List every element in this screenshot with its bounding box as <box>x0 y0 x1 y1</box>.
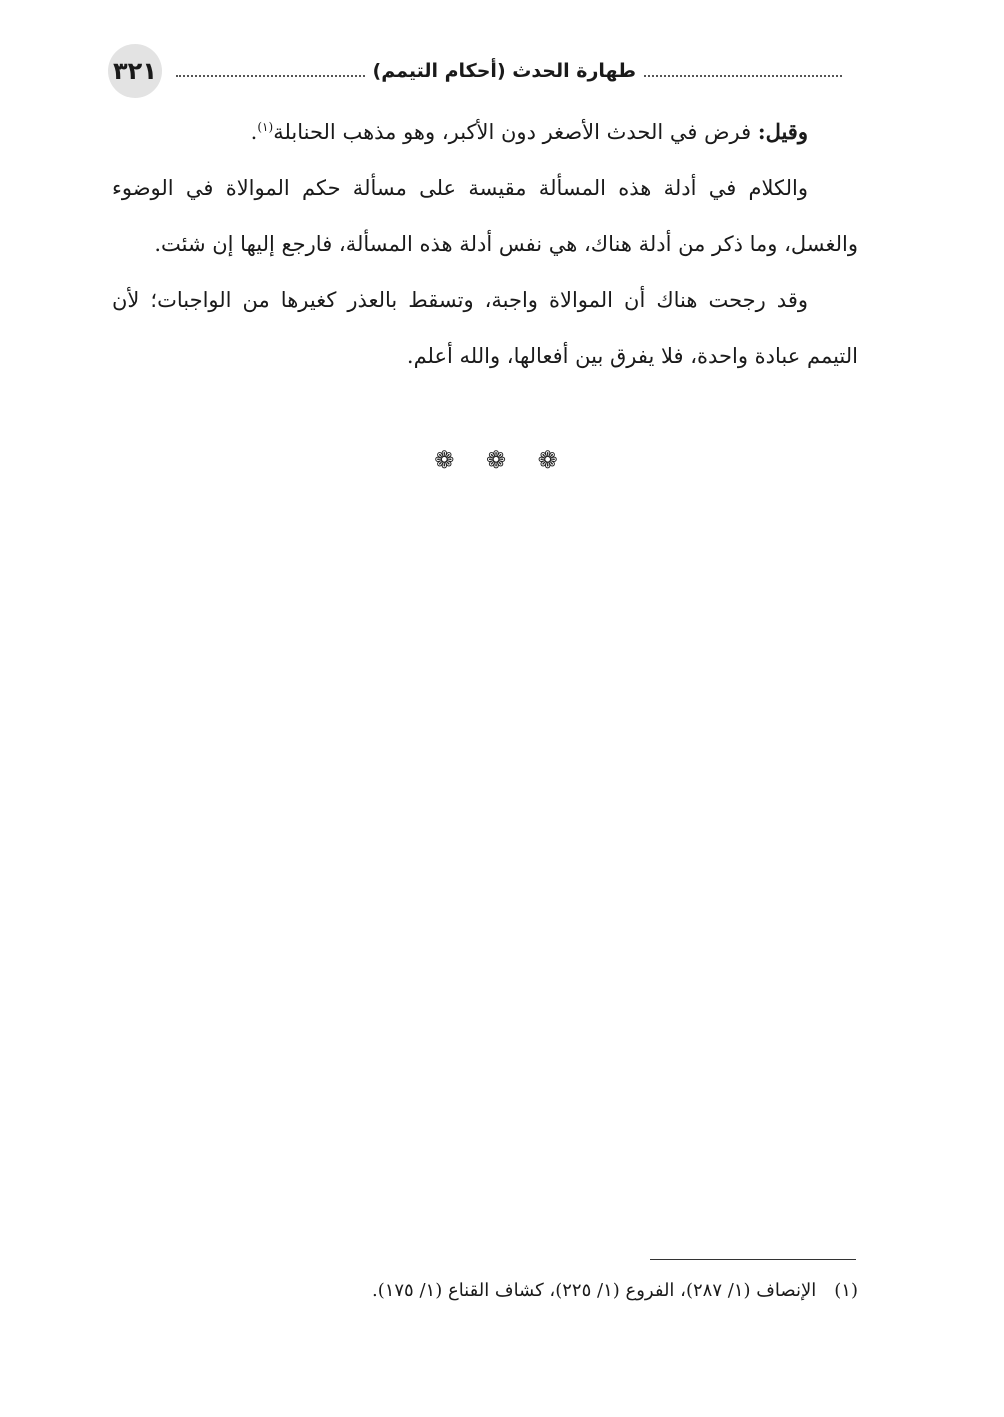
paragraph-2: والكلام في أدلة هذه المسألة مقيسة على مسألة حكم الموالاة في الوضوء والغسل، وما ذكر من أدلة هناك، هي نفس أدلة هذه المسألة، فارجع إليها إن شئت. <box>112 176 858 256</box>
paragraph-1-end: . <box>250 120 258 144</box>
footnote-reference[interactable]: (١) <box>257 120 274 134</box>
running-header <box>176 56 842 86</box>
footnote-separator <box>650 1259 856 1260</box>
header-dots-left <box>176 75 365 77</box>
lead-word: وقيل: <box>757 119 808 144</box>
paragraph-1-text: فرض في الحدث الأصغر دون الأكبر، وهو مذهب الحنابلة <box>273 120 758 144</box>
paragraph-3: وقد رجحت هناك أن الموالاة واجبة، وتسقط بالعذر كغيرها من الواجبات؛ لأن التيمم عبادة واحدة، فلا يفرق بين أفعالها، والله أعلم. <box>112 288 858 368</box>
paragraph-1 <box>112 104 858 160</box>
section-divider-ornament: ❁ ❁ ❁ <box>434 446 570 474</box>
running-title: طهارة الحدث (أحكام التيمم) <box>372 60 636 82</box>
page-number: ٣٢١ <box>108 44 162 98</box>
header-dots-right <box>644 75 842 77</box>
footnote-text: الإنصاف (١/ ٢٨٧)، الفروع (١/ ٢٢٥)، كشاف القناع (١/ ١٧٥). <box>371 1280 817 1301</box>
footnote-number: (١) <box>834 1280 858 1301</box>
footnote <box>112 1276 858 1306</box>
